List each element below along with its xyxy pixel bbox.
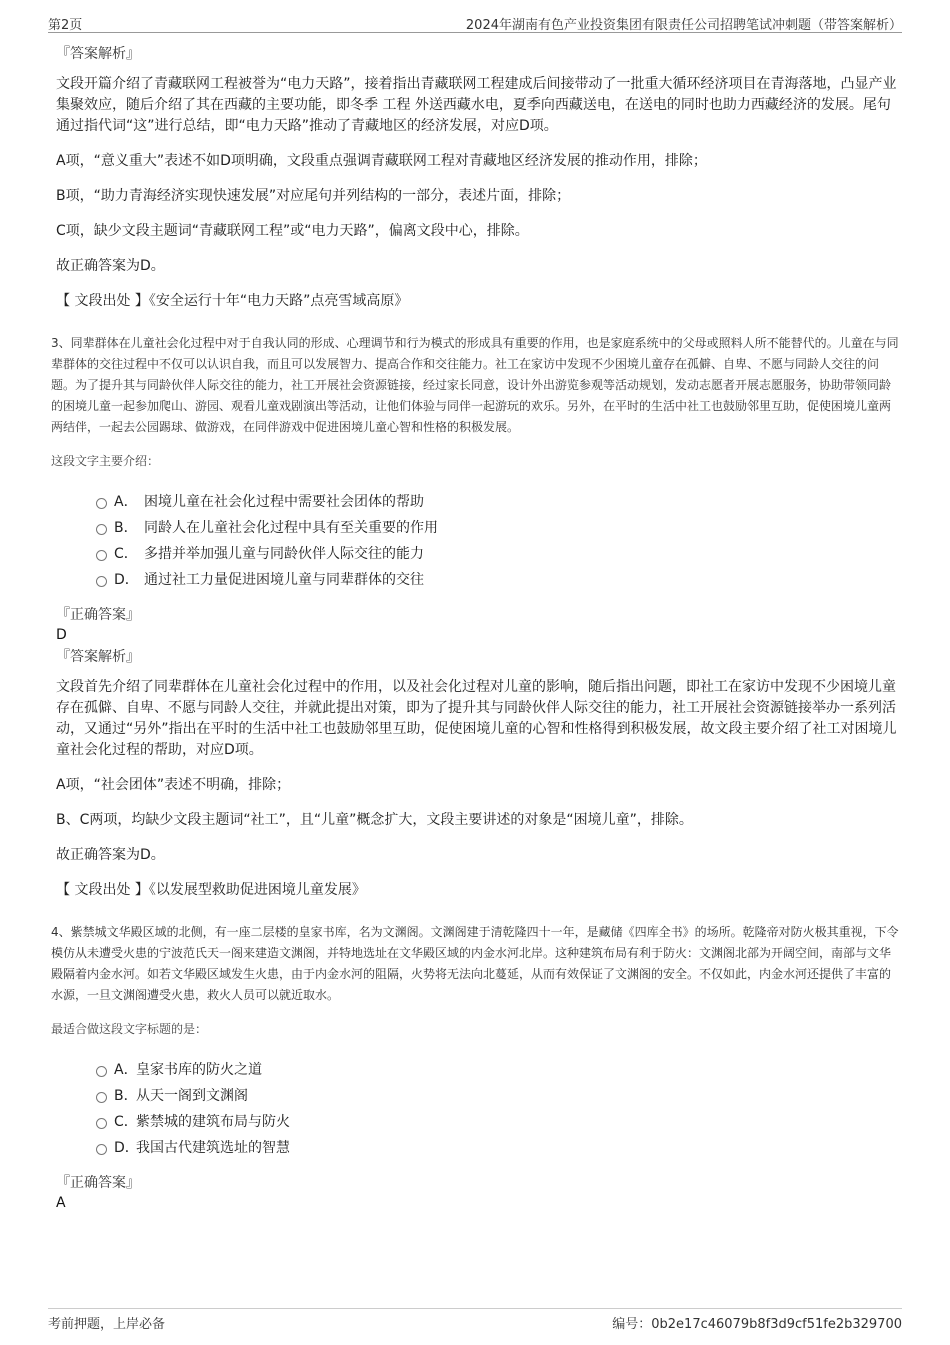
q3-option-a[interactable] (96, 489, 898, 515)
q2-analysis-paragraph: 故正确答案为D。 (56, 258, 165, 274)
option-text: 我国古代建筑选址的智慧 (136, 1140, 290, 1156)
q4-option-a[interactable] (96, 1057, 898, 1083)
option-letter: C． (114, 1114, 138, 1130)
q3-analysis-paragraph: 故正确答案为D。 (56, 847, 165, 863)
option-text: 困境儿童在社会化过程中需要社会团体的帮助 (144, 494, 424, 510)
q2-analysis-paragraph: 文段开篇介绍了青藏联网工程被誉为“电力天路”，接着指出青藏联网工程建成后间接带动了一批重大循环经济项目在青海落地，凸显产业集聚效应，随后介绍了其在西藏的主要功能，即冬季 工程 外送西藏水电，夏季向西藏送电，在送电的同时也助力西藏经济的发展。尾句通过指代词“这”进行总结，即“电力天路”推动了青藏地区的经济发展，对应D项。 (56, 76, 897, 134)
radio-icon[interactable] (96, 550, 107, 561)
q3-question-text: 3、同辈群体在儿童社会化过程中对于自我认同的形成、心理调节和行为模式的形成具有重要的作用，也是家庭系统中的父母或照料人所不能替代的。儿童在与同辈群体的交往过程中不仅可以认识自我，而且可以发展智力、提高合作和交往能力。社工在家访中发现不少困境儿童存在孤僻、自卑、不愿与同龄人交往的问题。为了提升其与同龄伙伴人际交往的能力，社工开展社会资源链接，经过家长同意，设计外出游览参观等活动规划，发动志愿者开展志愿服务，协助带领同龄的困境儿童一起参加爬山、游园、观看儿童戏剧演出等活动，让他们体验与同伴一起游玩的欢乐。另外，在平时的生活中社工也鼓励邻里互助，促使困境儿童两两结伴，一起去公园踢球、做游戏，在同伴游戏中促进困境儿童心智和性格的积极发展。 (51, 336, 899, 434)
option-text: 通过社工力量促进困境儿童与同辈群体的交往 (144, 572, 424, 588)
radio-icon[interactable] (96, 524, 107, 535)
radio-icon[interactable] (96, 1092, 107, 1103)
document-title: 2024年湖南有色产业投资集团有限责任公司招聘笔试冲刺题（带答案解析） (465, 18, 902, 33)
q4-answer-label: 『正确答案』 (56, 1175, 140, 1191)
option-letter: A． (114, 1062, 138, 1078)
page-number: 第2页 (48, 18, 83, 33)
document-body (51, 44, 899, 1215)
radio-icon[interactable] (96, 498, 107, 509)
q2-analysis-paragraph: B项，“助力青海经济实现快速发展”对应尾句并列结构的一部分，表述片面，排除； (56, 188, 571, 204)
q3-option-b[interactable] (96, 515, 898, 541)
q3-option-d[interactable] (96, 567, 898, 593)
q3-analysis-paragraph: A项，“社会团体”表述不明确，排除； (56, 777, 291, 793)
q2-analysis-paragraph: A项，“意义重大”表述不如D项明确，文段重点强调青藏联网工程对青藏地区经济发展的推动作用，排除； (56, 153, 707, 169)
option-letter: D． (114, 1140, 139, 1156)
page-footer (48, 1308, 902, 1331)
q2-source: 【 文段出处 】《安全运行十年“电力天路”点亮雪域高原》 (56, 293, 409, 309)
q3-answer: D (56, 627, 67, 643)
q2-analysis-paragraph: C项，缺少文段主题词“青藏联网工程”或“电力天路”，偏离文段中心，排除。 (56, 223, 529, 239)
q3-options (96, 489, 898, 593)
q4-prompt: 最适合做这段文字标题的是： (51, 1022, 208, 1036)
radio-icon[interactable] (96, 576, 107, 587)
radio-icon[interactable] (96, 1118, 107, 1129)
footer-slogan: 考前押题，上岸必备 (48, 1317, 166, 1332)
q4-option-b[interactable] (96, 1083, 898, 1109)
page-header (48, 10, 902, 33)
radio-icon[interactable] (96, 1066, 107, 1077)
q3-analysis-paragraph: B、C两项，均缺少文段主题词“社工”，且“儿童”概念扩大，文段主要讲述的对象是“困境儿童”，排除。 (56, 812, 693, 828)
option-text: 皇家书库的防火之道 (136, 1062, 262, 1078)
q4-answer: A (56, 1195, 66, 1211)
radio-icon[interactable] (96, 1144, 107, 1155)
option-text: 同龄人在儿童社会化过程中具有至关重要的作用 (144, 520, 438, 536)
q3-prompt: 这段文字主要介绍： (51, 454, 160, 468)
q3-answer-label: 『正确答案』 (56, 607, 140, 623)
q2-analysis-label: 『答案解析』 (56, 46, 140, 62)
q4-options (96, 1057, 898, 1161)
q3-option-c[interactable] (96, 541, 898, 567)
option-letter: A． (114, 494, 138, 510)
document-id: 编号：0b2e17c46079b8f3d9cf51fe2b329700 (612, 1317, 902, 1332)
option-text: 多措并举加强儿童与同龄伙伴人际交往的能力 (144, 546, 424, 562)
q3-analysis-label: 『答案解析』 (56, 649, 140, 665)
option-text: 从天一阁到文渊阁 (136, 1088, 248, 1104)
option-letter: B． (114, 520, 138, 536)
q4-option-d[interactable] (96, 1135, 898, 1161)
q4-option-c[interactable] (96, 1109, 898, 1135)
option-letter: D． (114, 572, 139, 588)
option-letter: C． (114, 546, 138, 562)
option-letter: B． (114, 1088, 138, 1104)
q3-source: 【 文段出处 】《以发展型救助促进困境儿童发展》 (56, 882, 366, 898)
q3-analysis-paragraph: 文段首先介绍了同辈群体在儿童社会化过程中的作用，以及社会化过程对儿童的影响，随后指出问题，即社工在家访中发现不少困境儿童存在孤僻、自卑、不愿与同龄人交往，并就此提出对策，即为了提升其与同龄伙伴人际交往的能力，社工开展社会资源链接举办一系列活动，又通过“另外”指出在平时的生活中社工也鼓励邻里互助，促使困境儿童的心智和性格得到积极发展，故文段主要介绍了社工对困境儿童社会化过程的帮助，对应D项。 (56, 679, 897, 758)
q4-question-text: 4、紫禁城文华殿区域的北侧，有一座二层楼的皇家书库，名为文渊阁。文渊阁建于清乾隆四十一年，是藏储《四库全书》的场所。乾隆帝对防火极其重视，下令模仿从未遭受火患的宁波范氏天一阁来建造文渊阁，并特地选址在文华殿区域的内金水河北岸。这种建筑布局有利于防火：文渊阁北部为开阔空间，南部与文华殿隔着内金水河。如若文华殿区域发生火患，由于内金水河的阻隔，火势将无法向北蔓延，从而有效保证了文渊阁的安全。不仅如此，内金水河还提供了丰富的水源，一旦文渊阁遭受火患，救火人员可以就近取水。 (51, 925, 899, 1002)
option-text: 紫禁城的建筑布局与防火 (136, 1114, 290, 1130)
